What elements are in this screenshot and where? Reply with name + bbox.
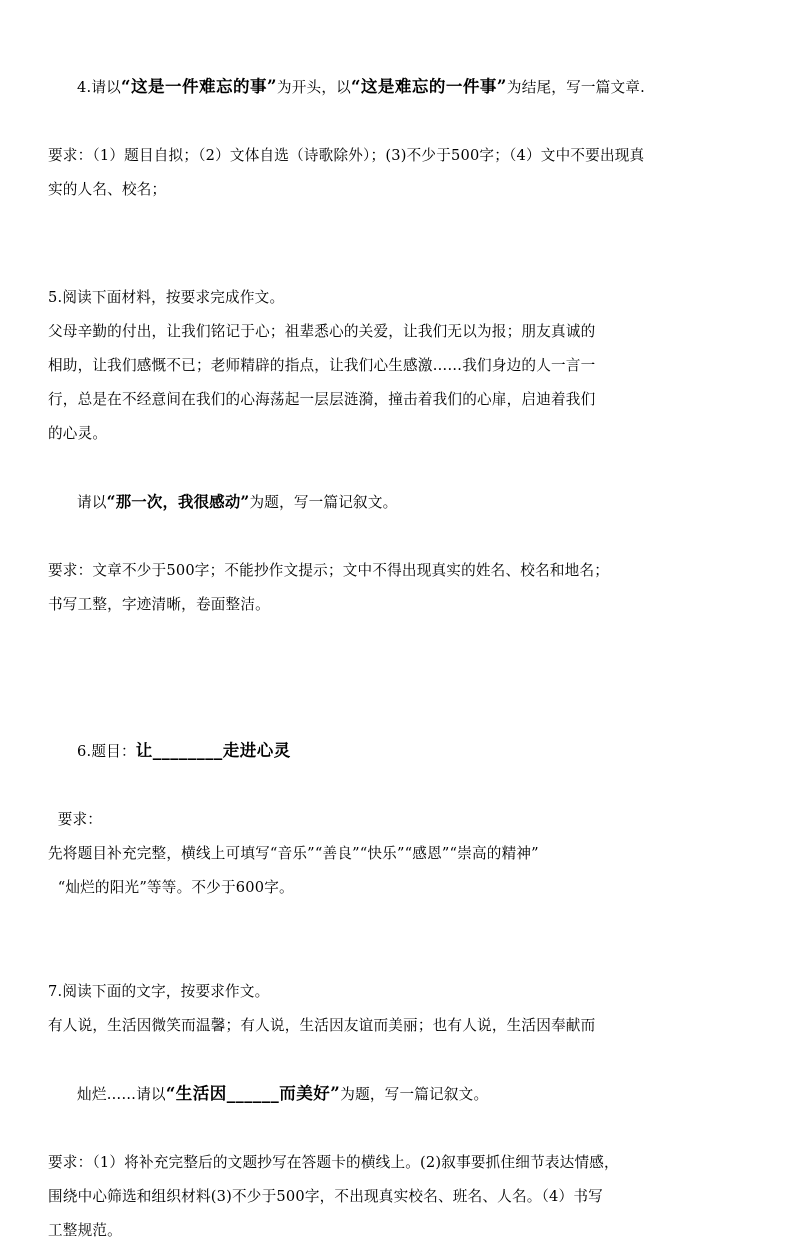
question-6-title	[48, 700, 738, 803]
question-7-line-2: 有人说，生活因微笑而温馨；有人说，生活因友谊而美丽；也有人说，生活因奉献而	[48, 1017, 596, 1034]
question-block-6	[48, 700, 738, 905]
text-run: 为结尾，写一篇文章.	[506, 79, 645, 96]
question-5-line-5: 的心灵。	[48, 425, 108, 442]
text-run: 6.题目：	[77, 743, 136, 760]
text-run-emphasis: 让________走进心灵	[135, 741, 291, 760]
section-spacer	[48, 622, 738, 700]
text-run: 为题，写一篇记叙文。	[340, 1086, 489, 1103]
question-block-5	[48, 281, 738, 622]
question-7-line-1: 7.阅读下面的文字，按要求作文。	[48, 983, 270, 1000]
text-run: 为题，写一篇记叙文。	[249, 494, 398, 511]
question-7-requirement-1: 要求：（1）将补充完整后的文题抄写在答题卡的横线上。(2)叙事要抓住细节表达情感，	[48, 1154, 619, 1171]
question-4-line-3: 实的人名、校名；	[48, 181, 167, 198]
question-6-requirement-label: 要求：	[48, 811, 103, 828]
question-7-requirement-3: 工整规范。	[48, 1222, 122, 1239]
question-5-line-1: 5.阅读下面材料，按要求完成作文。	[48, 289, 285, 306]
question-5-line-3: 相助，让我们感慨不已；老师精辟的指点，让我们心生感激……我们身边的人一言一	[48, 357, 596, 374]
text-run-emphasis: “这是难忘的一件事”	[350, 77, 507, 96]
text-run: 请以	[77, 494, 107, 511]
question-5-prompt	[48, 451, 738, 554]
question-5-requirement-1: 要求：文章不少于500字；不能抄作文提示；文中不得出现真实的姓名、校名和地名；	[48, 562, 610, 579]
question-4-line-1	[48, 36, 738, 139]
question-6-requirement-1: 先将题目补充完整，横线上可填写“音乐”“善良”“快乐”“感恩”“崇高的精神”	[48, 845, 539, 862]
question-4-line-2: 要求：（1）题目自拟；（2）文体自选（诗歌除外）；(3)不少于500字；（4）文中不要出现真	[48, 147, 645, 164]
question-6-requirement-2: “灿烂的阳光”等等。不少于600字。	[48, 879, 294, 896]
text-run-emphasis: “这是一件难忘的事”	[120, 77, 277, 96]
text-run-emphasis: “生活因______而美好”	[165, 1084, 341, 1103]
question-7-requirement-2: 围绕中心筛选和组织材料(3)不少于500字，不出现真实校名、班名、人名。（4）书写	[48, 1188, 603, 1205]
text-run: 4.请以	[77, 79, 121, 96]
section-spacer	[48, 905, 738, 975]
question-7-prompt	[48, 1043, 738, 1146]
section-spacer	[48, 207, 738, 281]
question-5-requirement-2: 书写工整，字迹清晰，卷面整洁。	[48, 596, 270, 613]
text-run-emphasis: “那一次，我很感动”	[106, 493, 250, 511]
text-run: 为开头，以	[276, 79, 351, 96]
question-5-line-2: 父母辛勤的付出，让我们铭记于心；祖辈悉心的关爱，让我们无以为报；朋友真诚的	[48, 323, 596, 340]
question-5-line-4: 行，总是在不经意间在我们的心海荡起一层层涟漪，撞击着我们的心扉，启迪着我们	[48, 391, 596, 408]
question-block-4	[48, 36, 738, 207]
question-block-7	[48, 975, 738, 1248]
text-run: 灿烂……请以	[77, 1086, 166, 1103]
